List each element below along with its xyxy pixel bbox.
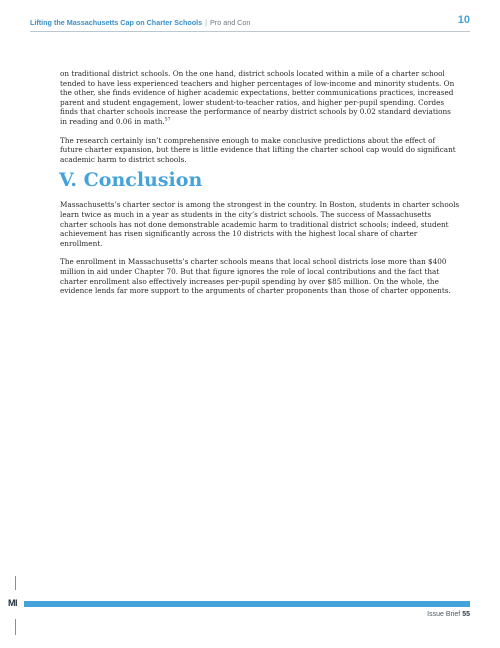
body-paragraph-4: The enrollment in Massachusetts’s charter schools means that local school districts lose more than $400 million in aid under Chapter 70. But that figure ignores the role of local contributions and the fact that charter enrollment also effectively increases per-pupil spending by over $85 million. On the whole, the evidence lends far more support to the arguments of charter proponents than those of charter opponents. [60,257,451,296]
paragraph-1-text: on traditional district schools. On the one hand, district schools located within a mile of a charter school tended to have less experienced teachers and higher percentages of low-income and minority students. On the other, she finds evidence of higher academic expectations, better communications practices, increased parent and student engagement, lower student-to-teacher ratios, and higher per-pupil spending. Cordes finds that charter schools increase the performance of nearby district schools by 0.02 standard deviations in reading and 0.06 in math. [60,69,455,126]
manhattan-institute-logo: MI [8,598,17,608]
page-number: 10 [457,14,470,26]
issue-brief-label [427,611,470,618]
header-separator: | [205,18,208,27]
footer-tick-top [15,576,16,590]
header-divider [30,31,470,32]
header-title: Lifting the Massachusetts Cap on Charter Schools [30,18,203,27]
body-paragraph-2: The research certainly isn’t comprehensive enough to make conclusive predictions about the effect of future charter expansion, but there is little evidence that lifting the charter school cap would do significant academic harm to district schools. [60,135,456,164]
main-content [60,69,460,305]
issue-brief-number: 55 [462,611,470,618]
footer-tick-bottom [15,619,16,635]
running-header [30,14,470,30]
body-paragraph-1 [60,69,460,127]
header-subtitle: Pro and Con [210,18,251,27]
section-heading-conclusion: V. Conclusion [59,169,203,192]
header-title-line [30,18,250,27]
issue-brief-text: Issue Brief [427,611,461,618]
body-paragraph-3: Massachusetts’s charter sector is among the strongest in the country. In Boston, students in charter schools learn twice as much in a year as students in the city’s district schools. The success of Massachusetts charter schools has not done demonstrable academic harm to traditional district schools; indeed, student achievement has risen significantly across the 10 districts with the highest local share of charter enrollment. [60,200,460,248]
footnote-marker[interactable]: 57 [164,117,171,123]
footer-accent-bar [24,601,470,607]
